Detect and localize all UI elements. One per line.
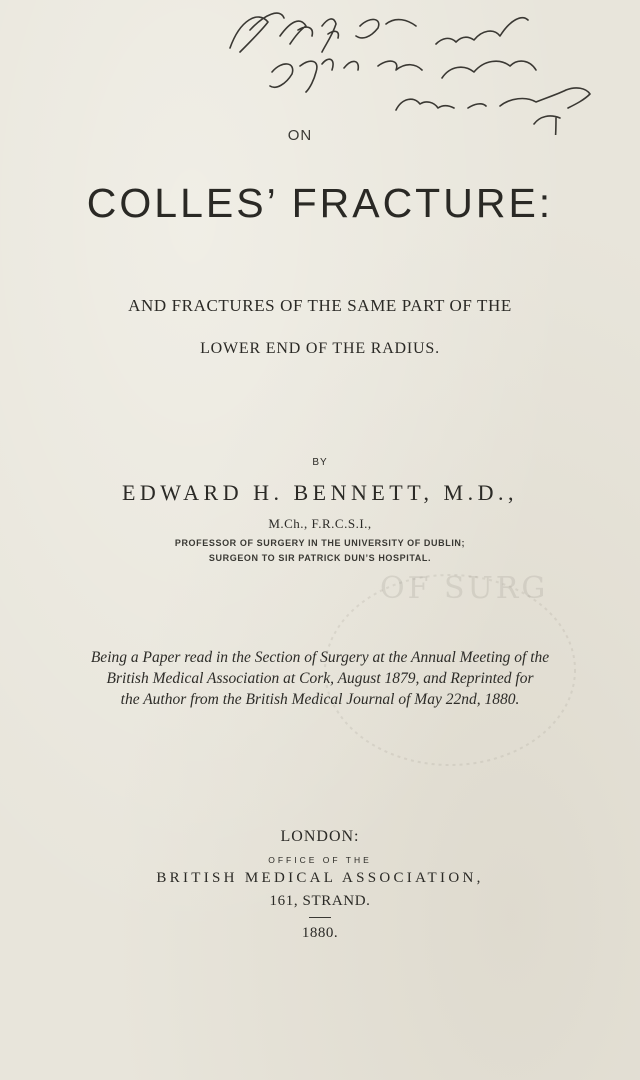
main-title: COLLES’ FRACTURE: bbox=[86, 180, 554, 226]
stamp-text: OF SURG bbox=[380, 571, 549, 606]
publisher-name: BRITISH MEDICAL ASSOCIATION, bbox=[156, 870, 484, 886]
divider-rule bbox=[309, 917, 331, 918]
handwritten-inscription bbox=[210, 0, 610, 135]
office-label: OFFICE OF THE bbox=[268, 855, 372, 865]
author-name: EDWARD H. BENNETT, M.D., bbox=[121, 480, 518, 505]
subtitle-line-1: AND FRACTURES OF THE SAME PART OF THE bbox=[128, 296, 512, 315]
note-line-1: Being a Paper read in the Section of Surgery at the Annual Meeting of the bbox=[90, 649, 550, 666]
author-position-2: SURGEON TO SIR PATRICK DUN’S HOSPITAL. bbox=[208, 553, 432, 563]
publication-note bbox=[30, 647, 610, 710]
note-line-3: the Author from the British Medical Journal of May 22nd, 1880. bbox=[120, 691, 520, 708]
author-degrees: M.Ch., F.R.C.S.I., bbox=[268, 516, 372, 531]
publication-year: 1880. bbox=[301, 925, 339, 941]
on-word: ON bbox=[287, 127, 313, 144]
publisher-address: 161, STRAND. bbox=[269, 893, 371, 909]
subtitle-line-2: LOWER END OF THE RADIUS. bbox=[200, 340, 440, 357]
by-label: BY bbox=[312, 457, 328, 468]
publication-city: LONDON: bbox=[280, 828, 360, 845]
note-line-2: British Medical Association at Cork, August 1879, and Reprinted for bbox=[106, 670, 534, 687]
handwriting-svg bbox=[210, 0, 610, 135]
author-position-1: PROFESSOR OF SURGERY IN THE UNIVERSITY OF DUBLIN; bbox=[174, 538, 466, 548]
